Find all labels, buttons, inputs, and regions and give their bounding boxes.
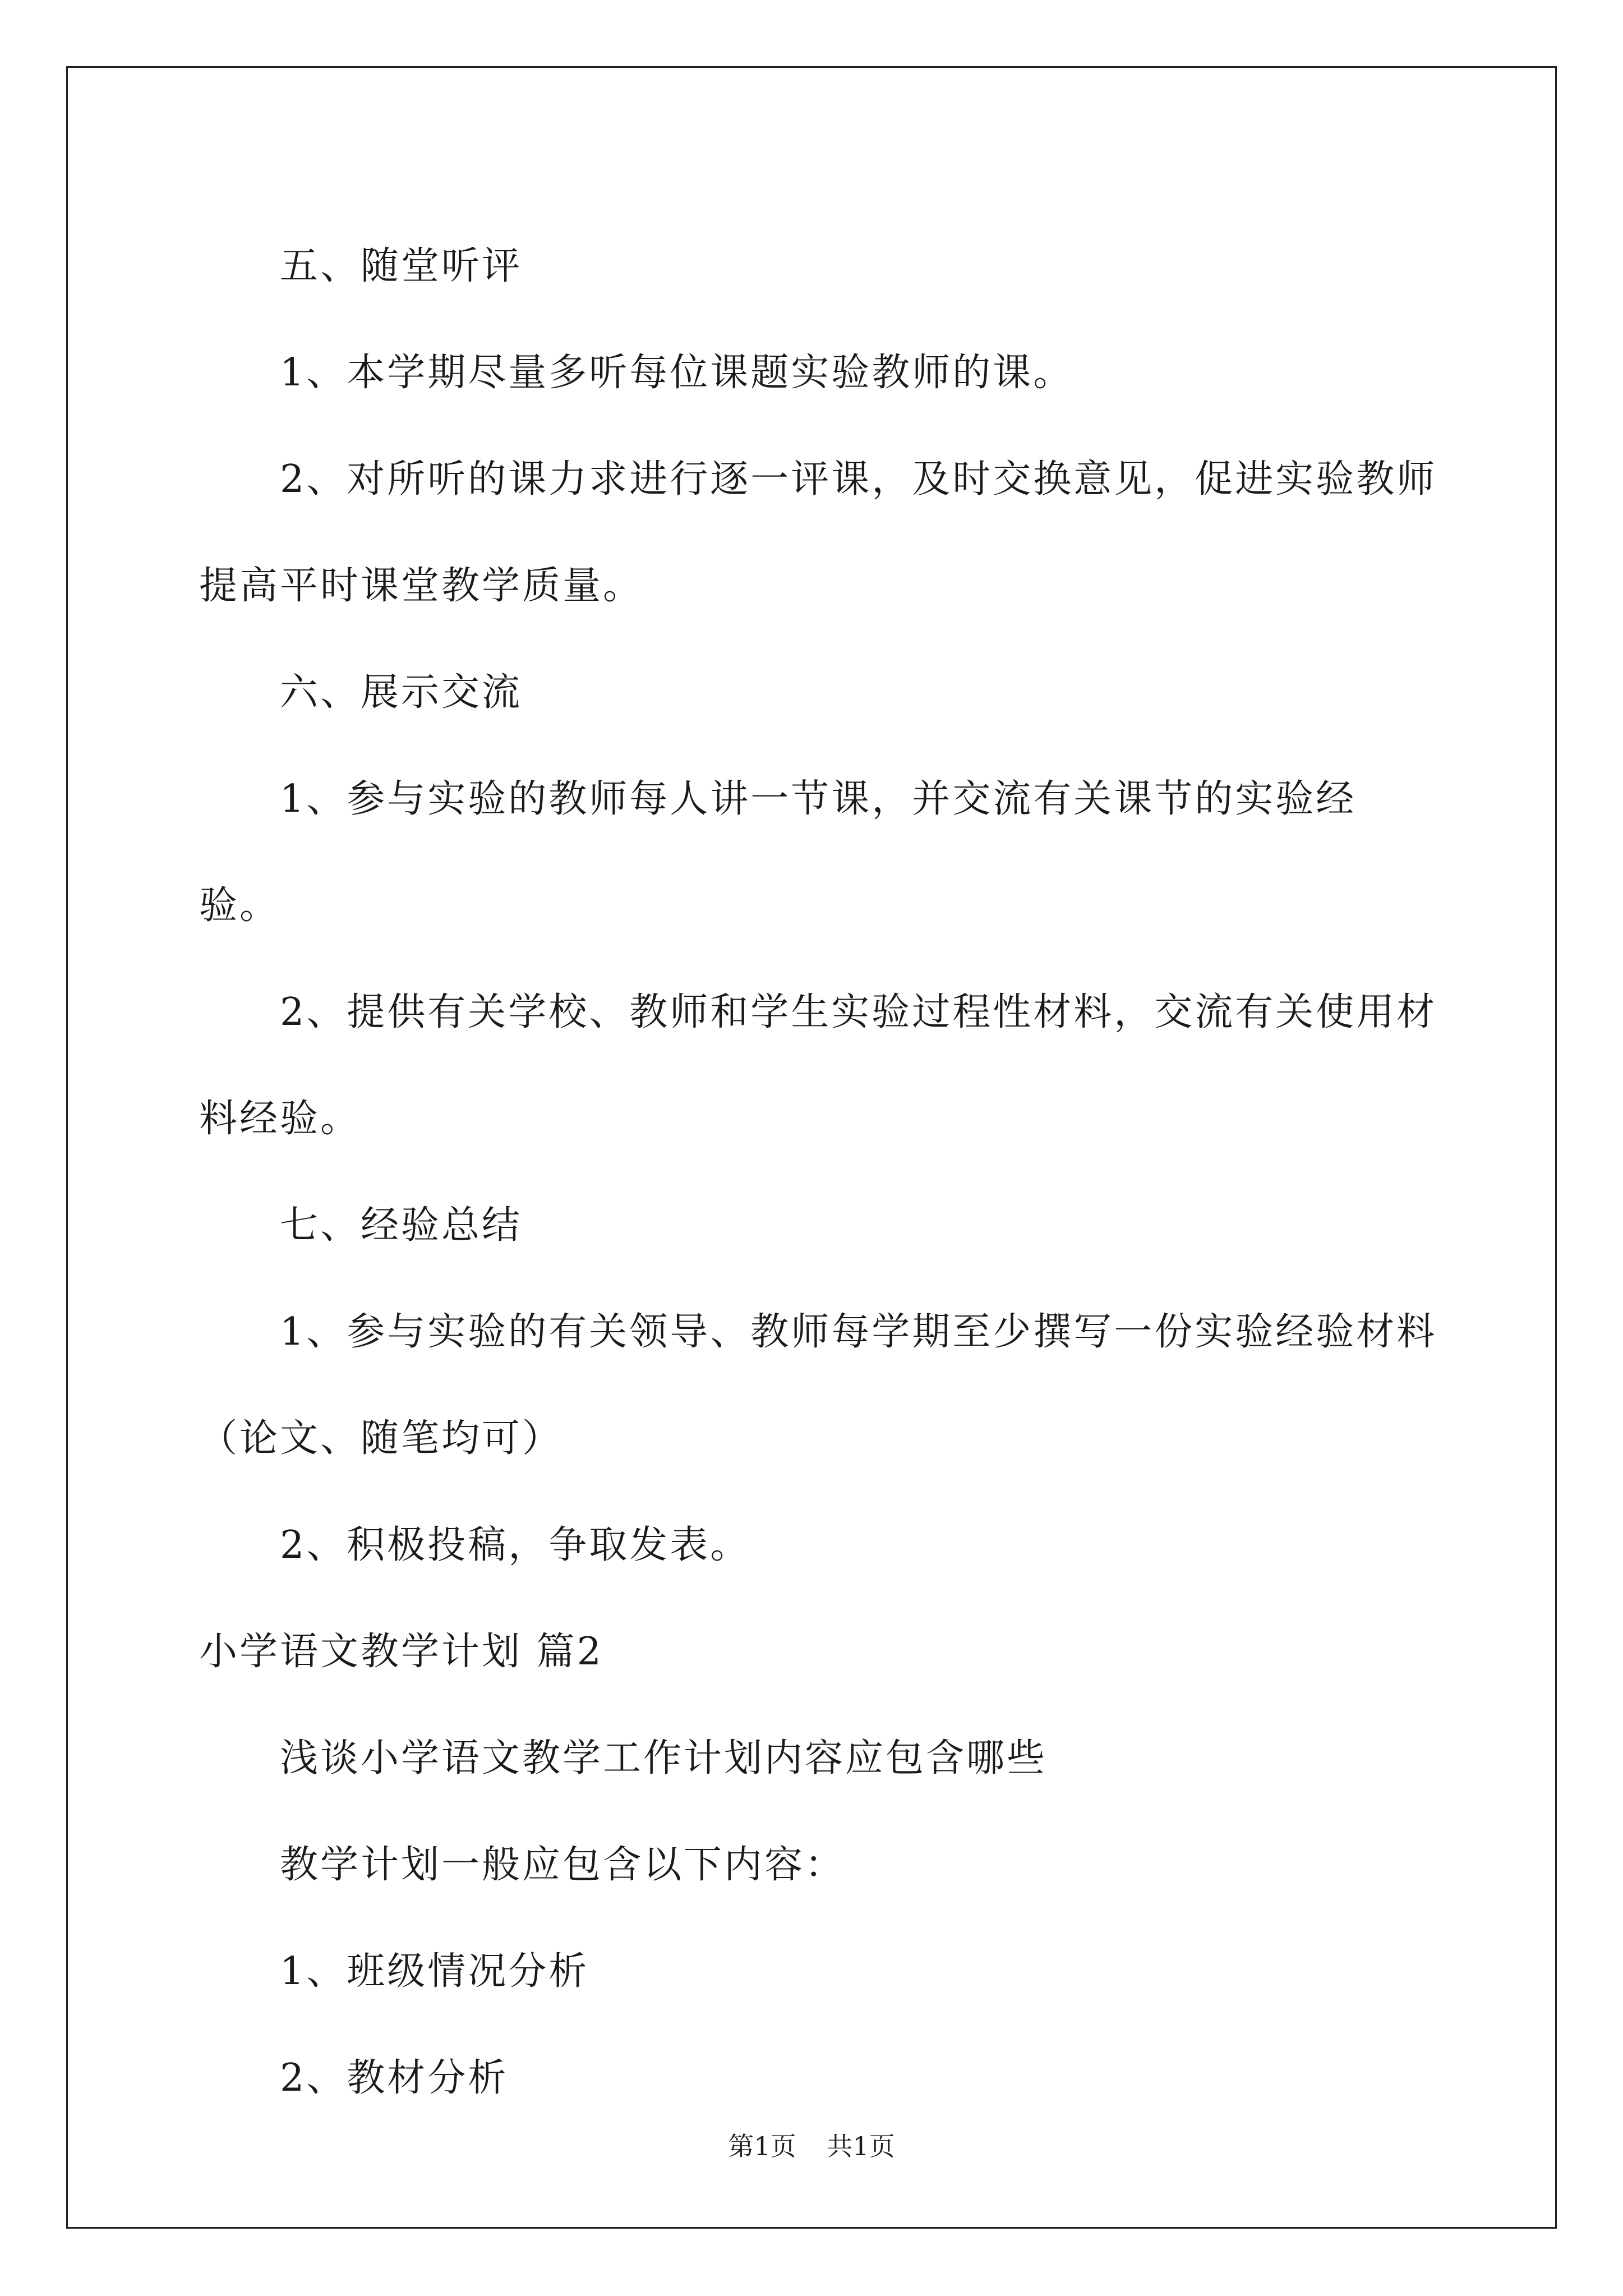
heading-section-5: 五、随堂听评: [280, 244, 523, 288]
heading-section-6: 六、展示交流: [280, 670, 523, 715]
article-title: 小学语文教学计划 篇2: [199, 1630, 603, 1674]
page-total: 共1页: [827, 2131, 895, 2161]
paragraph: 2、积极投稿，争取发表。: [280, 1523, 751, 1567]
list-item: 2、教材分析: [280, 2056, 509, 2100]
paragraph: 1、本学期尽量多听每位课题实验教师的课。: [280, 351, 1074, 395]
document-body: [199, 213, 1437, 2132]
paragraph: 教学计划一般应包含以下内容：: [280, 1843, 846, 1887]
paragraph: 1、参与实验的有关领导、教师每学期至少撰写一份实验经验材料（论文、随笔均可）: [199, 1310, 1437, 1461]
heading-section-7: 七、经验总结: [280, 1203, 523, 1248]
paragraph: 浅谈小学语文教学工作计划内容应包含哪些: [280, 1736, 1048, 1780]
page-number: 第1页: [728, 2131, 796, 2161]
list-item: 1、班级情况分析: [280, 1949, 589, 1994]
paragraph: 2、对所听的课力求进行逐一评课，及时交换意见，促进实验教师提高平时课堂教学质量。: [199, 457, 1437, 608]
paragraph: 2、提供有关学校、教师和学生实验过程性材料，交流有关使用材料经验。: [199, 990, 1437, 1141]
paragraph: 1、参与实验的教师每人讲一节课，并交流有关课节的实验经验。: [199, 777, 1357, 928]
page-footer: [0, 2126, 1623, 2163]
